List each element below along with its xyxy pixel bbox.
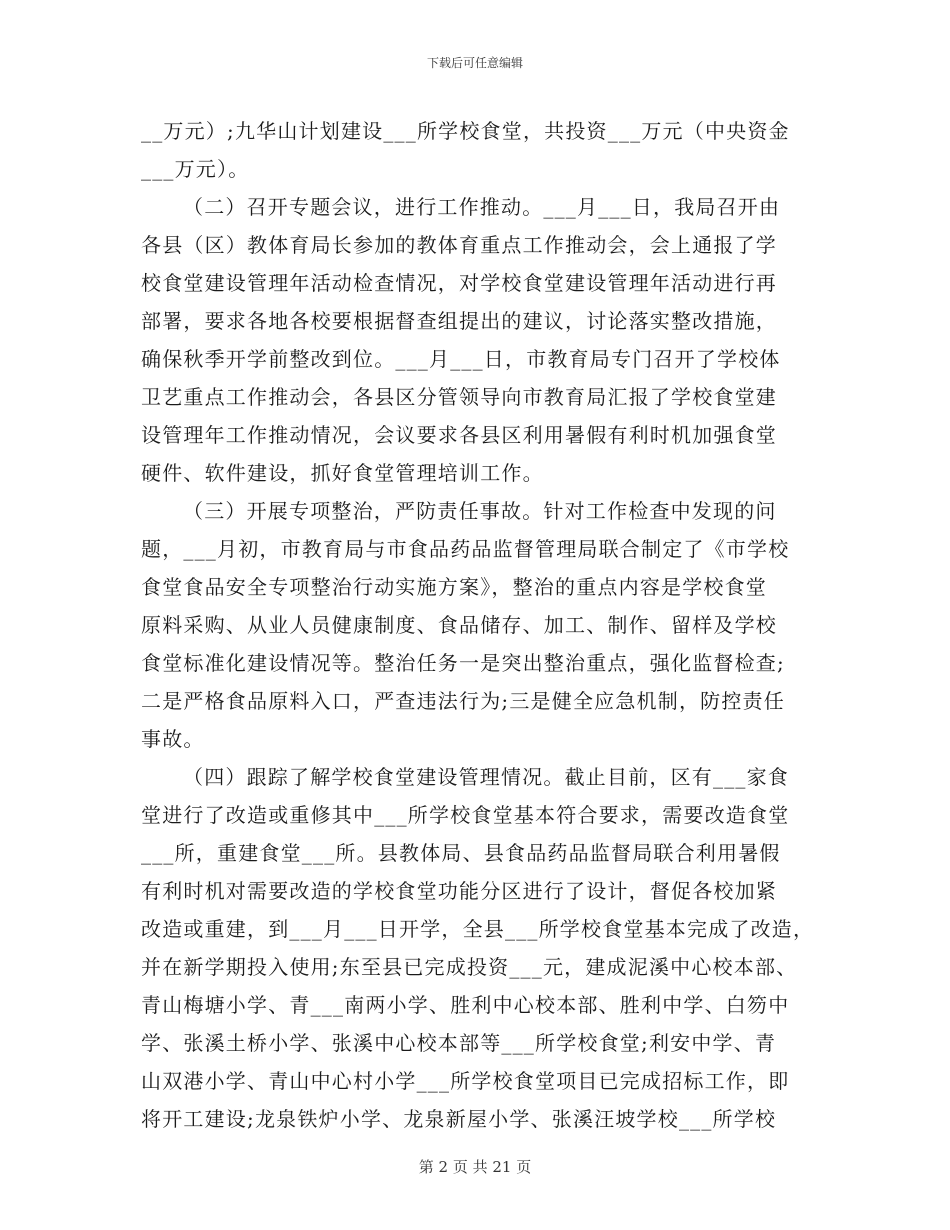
body-line: 二是严格食品原料入口，严查违法行为;三是健全应急机制，防控责任 <box>141 689 785 713</box>
body-line: 食堂标准化建设情况等。整治任务一是突出整治重点，强化监督检查; <box>141 651 785 675</box>
body-line: 将开工建设;龙泉铁炉小学、龙泉新屋小学、张溪汪坡学校___所学校 <box>141 1107 777 1131</box>
body-line: 并在新学期投入使用;东至县已完成投资___元，建成泥溪中心校本部、 <box>141 955 798 979</box>
body-line: 原料采购、从业人员健康制度、食品储存、加工、制作、留样及学校 <box>141 613 777 637</box>
body-line: 有利时机对需要改造的学校食堂功能分区进行了设计，督促各校加紧 <box>141 879 777 903</box>
body-line: 设管理年工作推动情况，会议要求各县区利用暑假有利时机加强食堂 <box>141 423 777 447</box>
body-line: 确保秋季开学前整改到位。___月___日，市教育局专门召开了学校体 <box>141 347 781 371</box>
body-line: 改造或重建，到___月___日开学，全县___所学校食堂基本完成了改造， <box>141 917 815 941</box>
document-body <box>141 112 813 1138</box>
section-4-heading-line: （四）跟踪了解学校食堂建设管理情况。截止目前，区有___家食 <box>183 765 789 789</box>
body-line: 青山梅塘小学、青___南两小学、胜利中心校本部、胜利中学、白笏中 <box>141 993 790 1017</box>
body-line: 学、张溪土桥小学、张溪中心校本部等___所学校食堂;利安中学、青 <box>141 1031 777 1055</box>
body-line: ___所，重建食堂___所。县教体局、县食品药品监督局联合利用暑假 <box>141 841 781 865</box>
body-line: 卫艺重点工作推动会，各县区分管领导向市教育局汇报了学校食堂建 <box>141 385 777 409</box>
section-3-heading-line: （三）开展专项整治，严防责任事故。针对工作检查中发现的问 <box>183 499 777 523</box>
body-line: 事故。 <box>141 727 205 751</box>
body-line: 山双港小学、青山中心村小学___所学校食堂项目已完成招标工作，即 <box>141 1069 790 1093</box>
body-line: 硬件、软件建设，抓好食堂管理培训工作。 <box>141 461 544 485</box>
page-header: 下载后可任意编辑 <box>426 56 523 70</box>
body-line: 题，___月初，市教育局与市食品药品监督管理局联合制定了《市学校 <box>141 537 790 561</box>
body-line: 食堂食品安全专项整治行动实施方案》，整治的重点内容是学校食堂 <box>141 575 767 599</box>
section-2-heading-line: （二）召开专题会议，进行工作推动。___月___日，我局召开由 <box>183 195 781 219</box>
body-line: ___万元）。 <box>141 157 250 181</box>
body-line: 校食堂建设管理年活动检查情况，对学校食堂建设管理年活动进行再 <box>141 271 777 295</box>
body-line: 各县（区）教体育局长参加的教体育重点工作推动会，会上通报了学 <box>141 233 777 257</box>
body-line: 堂进行了改造或重修其中___所学校食堂基本符合要求，需要改造食堂 <box>141 803 790 827</box>
body-line: __万元）;九华山计划建设___所学校食堂，共投资___万元（中央资金 <box>141 119 790 143</box>
page-number-footer: 第 2 页 共 21 页 <box>418 1158 532 1176</box>
body-line: 部署，要求各地各校要根据督查组提出的建议，讨论落实整改措施， <box>141 309 777 333</box>
